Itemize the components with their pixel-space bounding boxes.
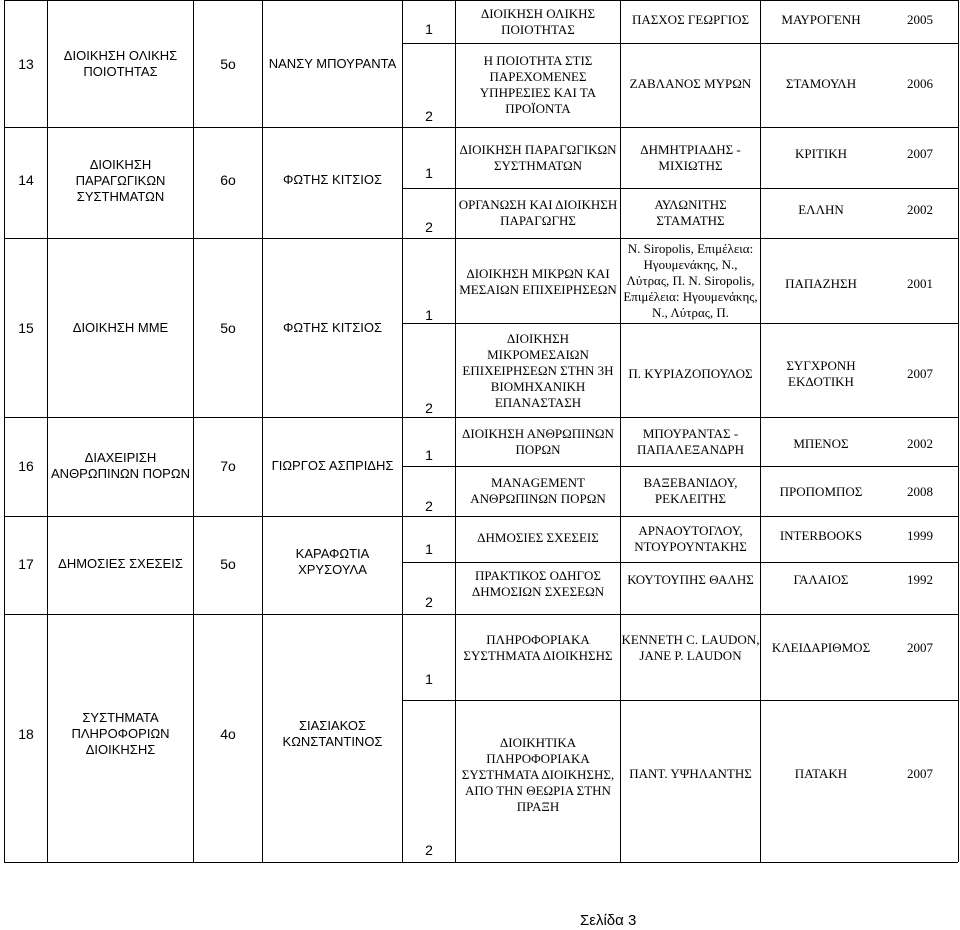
teacher-name: ΓΙΩΡΓΟΣ ΑΣΠΡΙΔΗΣ — [271, 458, 394, 473]
book-title: ΔΙΟΙΚΗΣΗ ΜΙΚΡΟΜΕΣΑΙΩΝ ΕΠΙΧΕΙΡΗΣΕΩΝ ΣΤΗΝ 3Η ΒΙΟΜΗΧΑΝΙΚΗ ΕΠΑΝΑΣΤΑΣΗ — [462, 331, 614, 410]
book-title: ΟΡΓΑΝΩΣΗ ΚΑΙ ΔΙΟΙΚΗΣΗ ΠΑΡΑΓΩΓΗΣ — [458, 197, 618, 228]
teacher-name: ΦΩΤΗΣ ΚΙΤΣΙΟΣ — [282, 172, 383, 187]
table-border — [4, 238, 958, 239]
book-year: 2008 — [907, 484, 933, 499]
book-publisher: ΣΥΓΧΡΟΝΗ ΕΚΔΟΤΙΚΗ — [786, 358, 856, 389]
semester: 5ο — [220, 320, 236, 336]
book-number: 2 — [425, 400, 433, 416]
course-name: ΣΥΣΤΗΜΑΤΑ ΠΛΗΡΟΦΟΡΙΩΝ ΔΙΟΙΚΗΣΗΣ — [71, 710, 170, 757]
book-publisher: ΜΑΥΡΟΓΕΝΗ — [781, 12, 861, 27]
row-number: 16 — [18, 458, 34, 474]
table-border — [4, 516, 958, 517]
table-border — [402, 466, 958, 467]
book-number: 2 — [425, 108, 433, 124]
table-border — [4, 0, 958, 1]
book-year: 2006 — [907, 76, 933, 91]
book-publisher: ΚΛΕΙΔΑΡΙΘΜΟΣ — [771, 640, 871, 655]
book-publisher: ΜΠΕΝΟΣ — [793, 436, 849, 451]
book-author: ΚΟΥΤΟΥΠΗΣ ΘΑΛΗΣ — [627, 572, 754, 587]
course-name: ΔΙΟΙΚΗΣΗ ΜΜΕ — [72, 320, 169, 335]
book-number: 1 — [425, 21, 433, 37]
row-number: 17 — [18, 556, 34, 572]
table-border — [4, 614, 958, 615]
course-name: ΔΙΑΧΕΙΡΙΣΗ ΑΝΘΡΩΠΙΝΩΝ ΠΟΡΩΝ — [51, 450, 190, 481]
book-year: 1992 — [907, 572, 933, 587]
semester: 4ο — [220, 726, 236, 742]
book-title: ΠΛΗΡΟΦΟΡΙΑΚΑ ΣΥΣΤΗΜΑΤΑ ΔΙΟΙΚΗΣΗΣ — [463, 632, 613, 663]
course-name: ΔΗΜΟΣΙΕΣ ΣΧΕΣΕΙΣ — [58, 556, 183, 571]
table-border — [402, 700, 958, 701]
row-number: 14 — [18, 172, 34, 188]
book-publisher: ΠΡΟΠΟΜΠΟΣ — [779, 484, 863, 499]
book-author: ΜΠΟΥΡΑΝΤΑΣ - ΠΑΠΑΛΕΞΑΝΔΡΗ — [636, 426, 745, 457]
book-author: ΑΥΛΩΝΙΤΗΣ ΣΤΑΜΑΤΗΣ — [654, 197, 727, 228]
semester: 7ο — [220, 458, 236, 474]
book-number: 1 — [425, 307, 433, 323]
book-author: Π. ΚΥΡΙΑΖΟΠΟΥΛΟΣ — [628, 366, 753, 381]
book-year: 2005 — [907, 12, 933, 27]
table-border — [4, 127, 958, 128]
book-author: ΠΑΝΤ. ΥΨΗΛΑΝΤΗΣ — [629, 766, 752, 781]
table-border — [958, 0, 959, 862]
book-publisher: ΚΡΙΤΙΚΗ — [795, 146, 847, 161]
teacher-name: ΝΑΝΣΥ ΜΠΟΥΡΑΝΤΑ — [268, 56, 397, 71]
book-title: MANAGEMENT ΑΝΘΡΩΠΙΝΩΝ ΠΟΡΩΝ — [470, 475, 606, 506]
book-number: 2 — [425, 842, 433, 858]
book-author: ΔΗΜΗΤΡΙΑΔΗΣ - ΜΙΧΙΩΤΗΣ — [640, 142, 741, 173]
book-title: ΔΙΟΙΚΗΣΗ ΜΙΚΡΩΝ ΚΑΙ ΜΕΣΑΙΩΝ ΕΠΙΧΕΙΡΗΣΕΩΝ — [459, 266, 617, 297]
book-year: 2007 — [907, 640, 933, 655]
book-author: ΖΑΒΛΑΝΟΣ ΜΥΡΩΝ — [629, 76, 752, 91]
book-number: 1 — [425, 165, 433, 181]
book-year: 1999 — [907, 528, 933, 543]
book-publisher: ΠΑΤΑΚΗ — [794, 766, 848, 781]
teacher-name: ΣΙΑΣΙΑΚΟΣ ΚΩΝΣΤΑΝΤΙΝΟΣ — [282, 718, 383, 749]
book-year: 2007 — [907, 766, 933, 781]
book-publisher: ΓΑΛΑΙΟΣ — [793, 572, 849, 587]
book-title: ΔΙΟΙΚΗΤΙΚΑ ΠΛΗΡΟΦΟΡΙΑΚΑ ΣΥΣΤΗΜΑΤΑ ΔΙΟΙΚΗΣΗΣ, ΑΠΟ ΤΗΝ ΘΕΩΡΙΑ ΣΤΗΝ ΠΡΑΞΗ — [461, 735, 615, 814]
book-year: 2007 — [907, 146, 933, 161]
book-publisher: ΕΛΛΗΝ — [798, 202, 844, 217]
book-number: 2 — [425, 219, 433, 235]
teacher-name: ΦΩΤΗΣ ΚΙΤΣΙΟΣ — [282, 320, 383, 335]
teacher-name: ΚΑΡΑΦΩΤΙΑ ΧΡΥΣΟΥΛΑ — [295, 546, 370, 577]
book-author: ΠΑΣΧΟΣ ΓΕΩΡΓΙΟΣ — [631, 12, 750, 27]
table-border — [402, 43, 958, 44]
table-border — [402, 188, 958, 189]
book-title: ΔΙΟΙΚΗΣΗ ΟΛΙΚΗΣ ΠΟΙΟΤΗΤΑΣ — [480, 6, 596, 37]
book-title: ΔΗΜΟΣΙΕΣ ΣΧΕΣΕΙΣ — [477, 530, 599, 545]
book-number: 2 — [425, 498, 433, 514]
book-publisher: ΣΤΑΜΟΥΛΗ — [785, 76, 857, 91]
semester: 5ο — [220, 56, 236, 72]
book-year: 2002 — [907, 202, 933, 217]
semester: 6ο — [220, 172, 236, 188]
book-year: 2001 — [907, 276, 933, 291]
book-number: 1 — [425, 671, 433, 687]
book-number: 1 — [425, 447, 433, 463]
course-name: ΔΙΟΙΚΗΣΗ ΟΛΙΚΗΣ ΠΟΙΟΤΗΤΑΣ — [63, 48, 178, 79]
book-author: N. Siropolis, Επιμέλεια: Ηγουμενάκης, Ν., Λύτρας, Π. N. Siropolis, Επιμέλεια: Ηγουμενάκης, Ν., Λύτρας, Π. — [623, 241, 758, 320]
row-number: 18 — [18, 726, 34, 742]
book-author: ΑΡΝΑΟΥΤΟΓΛΟΥ, ΝΤΟΥΡΟΥΝΤΑΚΗΣ — [634, 523, 747, 554]
semester: 5ο — [220, 556, 236, 572]
book-number: 2 — [425, 594, 433, 610]
book-publisher: INTERBOOKS — [779, 528, 863, 543]
table-border — [4, 417, 958, 418]
book-number: 1 — [425, 541, 433, 557]
course-name: ΔΙΟΙΚΗΣΗ ΠΑΡΑΓΩΓΙΚΩΝ ΣΥΣΤΗΜΑΤΩΝ — [75, 157, 166, 204]
book-author: KENNETH C. LAUDON, JANE P. LAUDON — [621, 632, 760, 663]
page-footer: Σελίδα 3 — [580, 912, 637, 929]
book-year: 2002 — [907, 436, 933, 451]
book-title: ΔΙΟΙΚΗΣΗ ΑΝΘΡΩΠΙΝΩΝ ΠΟΡΩΝ — [462, 426, 614, 457]
row-number: 15 — [18, 320, 34, 336]
table-border — [4, 862, 958, 863]
book-title: Η ΠΟΙΟΤΗΤΑ ΣΤΙΣ ΠΑΡΕΧΟΜΕΝΕΣ ΥΠΗΡΕΣΙΕΣ ΚΑΙ ΤΑ ΠΡΟΪΟΝΤΑ — [479, 53, 597, 116]
book-year: 2007 — [907, 366, 933, 381]
book-title: ΠΡΑΚΤΙΚΟΣ ΟΔΗΓΟΣ ΔΗΜΟΣΙΩΝ ΣΧΕΣΕΩΝ — [471, 568, 605, 599]
book-author: ΒΑΞΕΒΑΝΙΔΟΥ, ΡΕΚΛΕΙΤΗΣ — [643, 475, 738, 506]
row-number: 13 — [18, 56, 34, 72]
book-publisher: ΠΑΠΑΖΗΣΗ — [785, 276, 857, 291]
book-title: ΔΙΟΙΚΗΣΗ ΠΑΡΑΓΩΓΙΚΩΝ ΣΥΣΤΗΜΑΤΩΝ — [459, 142, 617, 173]
table-border — [402, 0, 403, 862]
